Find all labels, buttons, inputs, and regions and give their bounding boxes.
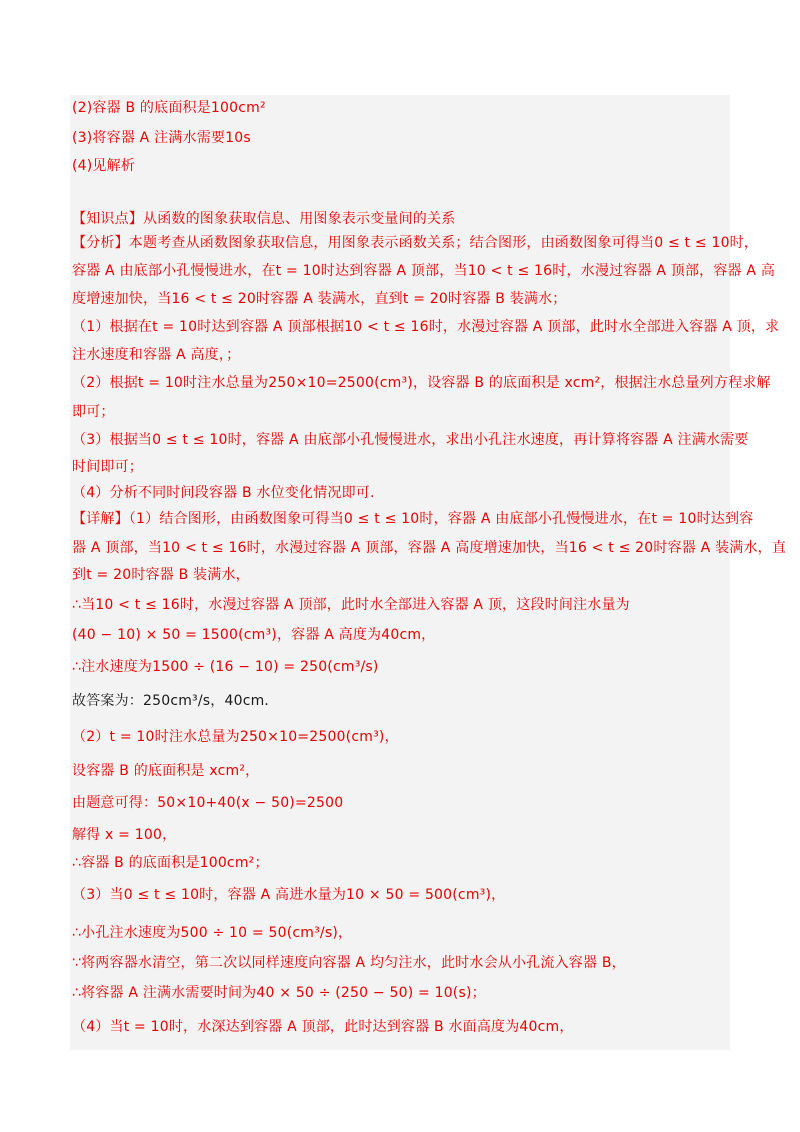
detail-part-3-d: ∴将容器 A 注满水需要时间为40 × 50 ÷ (250 − 50) = 10(s)； bbox=[72, 985, 486, 1001]
detail-part-2-result: ∴容器 B 的底面积是100cm²； bbox=[72, 855, 269, 871]
analysis-step-1b: 注水速度和容器 A 高度，； bbox=[72, 347, 241, 363]
detail-line-2: 器 A 顶部，当10 < t ≤ 16时，水漫过容器 A 顶部，容器 A 高度增速加快，当16 < t ≤ 20时容器 A 装满水，直 bbox=[72, 540, 787, 556]
analysis-line-1: 【分析】本题考查从函数图象获取信息，用图象表示函数关系；结合图形，由函数图象可得当0 ≤ t ≤ 10时， bbox=[72, 235, 759, 251]
answer-summary-1: 故答案为：250cm³/s，40cm． bbox=[72, 693, 279, 709]
analysis-step-3a: （3）根据当0 ≤ t ≤ 10时，容器 A 由底部小孔慢慢进水，求出小孔注水速度，再计算将容器 A 注满水需要 bbox=[72, 432, 749, 448]
detail-line-6: ∴注水速度为1500 ÷ (16 − 10) = 250(cm³/s) bbox=[72, 659, 379, 675]
detail-line-4: ∴当10 < t ≤ 16时，水漫过容器 A 顶部，此时水全部进入容器 A 顶，这段时间注水量为 bbox=[72, 597, 630, 613]
detail-part-3-a: （3）当0 ≤ t ≤ 10时，容器 A 高进水量为10 × 50 = 500(cm³)， bbox=[72, 887, 506, 903]
analysis-step-1a: （1）根据在t = 10时达到容器 A 顶部根据10 < t ≤ 16时，水漫过容器 A 顶部，此时水全部进入容器 A 顶，求 bbox=[72, 319, 780, 335]
detail-part-2: （2）t = 10时注水总量为250×10=2500(cm³)， bbox=[72, 729, 399, 745]
answer-2: (2)容器 B 的底面积是100cm² bbox=[72, 100, 266, 116]
detail-part-2-eq: 由题意可得：50×10+40(x − 50)=2500 bbox=[72, 795, 344, 811]
analysis-step-2a: （2）根据t = 10时注水总量为250×10=2500(cm³)，设容器 B 的底面积是 xcm²，根据注水总量列方程求解 bbox=[72, 375, 771, 391]
detail-part-2-solve: 解得 x = 100， bbox=[72, 827, 177, 843]
analysis-step-4: （4）分析不同时间段容器 B 水位变化情况即可. bbox=[72, 485, 375, 501]
detail-line-3: 到t = 20时容器 B 装满水， bbox=[72, 567, 250, 583]
knowledge-point: 【知识点】从函数的图象获取信息、用图象表示变量间的关系 bbox=[72, 211, 456, 227]
detail-part-2-set: 设容器 B 的底面积是 xcm²， bbox=[72, 763, 260, 779]
detail-line-5: (40 − 10) × 50 = 1500(cm³)，容器 A 高度为40cm， bbox=[72, 627, 436, 643]
analysis-line-3: 度增速加快，当16 < t ≤ 20时容器 A 装满水，直到t = 20时容器 B 装满水； bbox=[72, 291, 567, 307]
detail-part-3-b: ∴小孔注水速度为500 ÷ 10 = 50(cm³/s)， bbox=[72, 925, 353, 941]
analysis-step-3b: 时间即可； bbox=[72, 459, 143, 475]
answer-3: (3)将容器 A 注满水需要10s bbox=[72, 130, 251, 146]
detail-line-1: 【详解】（1）结合图形，由函数图象可得当0 ≤ t ≤ 10时，容器 A 由底部小孔慢慢进水，在t = 10时达到容 bbox=[72, 511, 754, 527]
analysis-step-2b: 即可； bbox=[72, 404, 115, 420]
analysis-line-2: 容器 A 由底部小孔慢慢进水，在t = 10时达到容器 A 顶部，当10 < t ≤ 16时，水漫过容器 A 顶部，容器 A 高 bbox=[72, 263, 776, 279]
answer-4: (4)见解析 bbox=[72, 158, 136, 174]
detail-part-4: （4）当t = 10时，水深达到容器 A 顶部，此时达到容器 B 水面高度为40cm， bbox=[72, 1019, 574, 1035]
detail-part-3-c: ∵将两容器水清空，第二次以同样速度向容器 A 均匀注水，此时水会从小孔流入容器 B， bbox=[72, 955, 626, 971]
